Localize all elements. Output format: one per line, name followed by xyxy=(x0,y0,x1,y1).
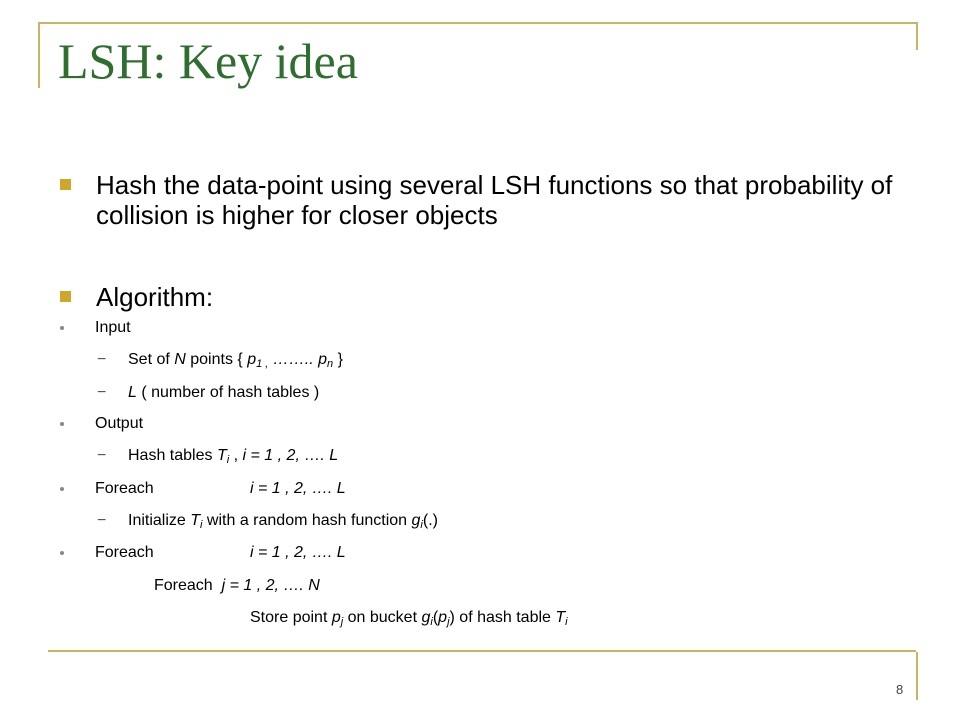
frame-bottom-right-line xyxy=(916,652,918,700)
dot-bullet-icon xyxy=(60,326,64,330)
output-tables-text: Hash tables $T_i$ , i = 1 , 2, …. L xyxy=(128,447,339,466)
output-tables-item xyxy=(97,446,338,466)
frame-bottom-line xyxy=(48,650,916,652)
initialize-text: Initialize $T_i$ with a random hash function $g_i(.)$ xyxy=(128,512,438,531)
dot-bullet-icon xyxy=(60,422,64,426)
square-bullet-icon xyxy=(60,179,71,190)
input-tables-text: L ( number of hash tables ) xyxy=(128,384,320,401)
slide-title: LSH: Key idea xyxy=(58,33,358,89)
frame-left-line xyxy=(38,22,40,88)
dot-bullet-icon xyxy=(60,487,64,491)
initialize-item xyxy=(97,511,438,531)
page-number: 8 xyxy=(896,682,904,697)
input-item xyxy=(60,318,131,338)
frame-top-line xyxy=(38,22,918,24)
input-label: Input xyxy=(95,319,131,336)
frame-right-line xyxy=(916,22,918,50)
output-item xyxy=(60,414,143,434)
dot-bullet-icon xyxy=(60,551,64,555)
dash-bullet-icon: − xyxy=(97,351,107,368)
input-points-text: Set of N points { $p_{1 ,}$ …….. $p_n$ } xyxy=(128,351,343,370)
dash-bullet-icon: − xyxy=(97,447,107,464)
input-points-item xyxy=(97,350,343,370)
foreach-item-2 xyxy=(60,543,154,563)
bullet-algorithm-text: Algorithm: xyxy=(96,282,214,312)
foreach-range: i = 1 , 2, …. L xyxy=(250,544,346,561)
square-bullet-icon xyxy=(60,291,71,302)
input-tables-item xyxy=(97,383,319,403)
foreach-keyword: Foreach xyxy=(95,544,154,561)
nested-foreach: Foreach j = 1 , 2, …. N xyxy=(154,577,320,594)
dash-bullet-icon: − xyxy=(97,384,107,401)
output-label: Output xyxy=(95,415,144,432)
foreach-range: i = 1 , 2, …. L xyxy=(250,480,346,497)
bullet-hash-text: Hash the data-point using several LSH functions so that probability of collision is higher for closer objects xyxy=(96,170,893,230)
foreach-item-1 xyxy=(60,479,154,499)
foreach-keyword: Foreach xyxy=(95,480,154,497)
dash-bullet-icon: − xyxy=(97,512,107,529)
bullet-hash xyxy=(60,170,910,230)
bullet-algorithm xyxy=(60,282,910,312)
store-point-line: Store point $p_j$ on bucket $g_i(p_j)$ of hash table $T_i$ xyxy=(250,609,568,628)
